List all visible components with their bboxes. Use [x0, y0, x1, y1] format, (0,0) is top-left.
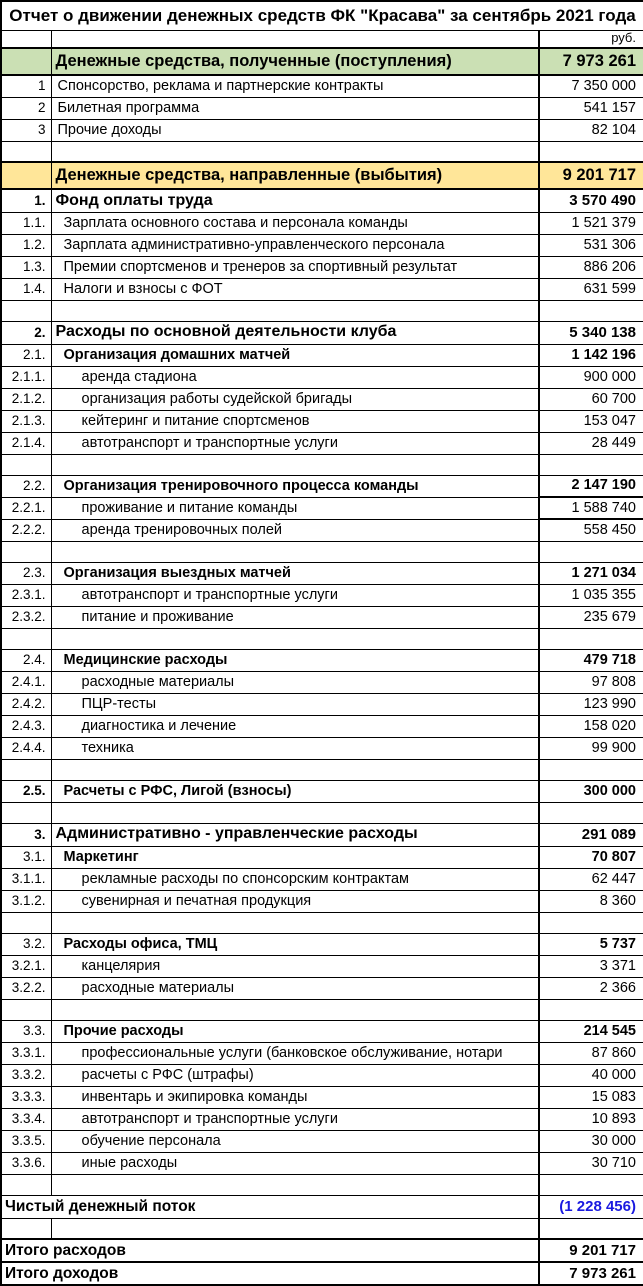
row-label-cell[interactable]: Прочие доходы	[51, 119, 539, 141]
row-value-cell[interactable]: 7 973 261	[539, 48, 643, 75]
row-label-cell[interactable]: инвентарь и экипировка команды	[51, 1086, 539, 1108]
row-value-cell[interactable]: 900 000	[539, 366, 643, 388]
row-value-cell[interactable]: 15 083	[539, 1086, 643, 1108]
row-label-cell[interactable]	[51, 912, 539, 933]
table-row	[1, 497, 643, 519]
row-label-cell[interactable]: Чистый денежный поток	[1, 1195, 539, 1218]
row-value-cell[interactable]	[539, 300, 643, 321]
table-row	[1, 454, 643, 475]
table-row	[1, 933, 643, 955]
row-number-cell[interactable]: 2.2.	[1, 475, 51, 497]
row-value-cell[interactable]: 2 366	[539, 977, 643, 999]
row-number-cell[interactable]: 3.2.1.	[1, 955, 51, 977]
row-number-cell[interactable]: 2.	[1, 321, 51, 344]
row-label-cell[interactable]: аренда тренировочных полей	[51, 519, 539, 541]
table-row	[1, 1195, 643, 1218]
table-row	[1, 999, 643, 1020]
row-value-cell[interactable]: 300 000	[539, 780, 643, 802]
row-number-cell[interactable]: 1.3.	[1, 256, 51, 278]
row-value-cell[interactable]: 291 089	[539, 823, 643, 846]
row-value-cell[interactable]: 5 737	[539, 933, 643, 955]
row-label-cell[interactable]: профессиональные услуги (банковское обслуживание, нотари	[51, 1042, 539, 1064]
row-value-cell[interactable]: 541 157	[539, 97, 643, 119]
row-number-cell[interactable]: 2.2.2.	[1, 519, 51, 541]
row-label-cell[interactable]	[51, 300, 539, 321]
table-row	[1, 410, 643, 432]
table-row	[1, 432, 643, 454]
row-value-cell[interactable]: 1 142 196	[539, 344, 643, 366]
row-value-cell[interactable]: 479 718	[539, 649, 643, 671]
row-number-cell[interactable]: 3.3.6.	[1, 1152, 51, 1174]
row-number-cell[interactable]: 2.1.	[1, 344, 51, 366]
row-number-cell[interactable]: 2.3.	[1, 562, 51, 584]
row-number-cell[interactable]: 2.4.4.	[1, 737, 51, 759]
row-label-cell[interactable]: Итого расходов	[1, 1239, 539, 1262]
row-label-cell[interactable]	[51, 1218, 539, 1239]
row-number-cell[interactable]	[1, 48, 51, 75]
row-number-cell[interactable]: 3.1.	[1, 846, 51, 868]
row-value-cell[interactable]: 531 306	[539, 234, 643, 256]
row-number-cell[interactable]: 2.4.2.	[1, 693, 51, 715]
row-number-cell[interactable]: 3.	[1, 823, 51, 846]
table-row	[1, 1152, 643, 1174]
row-number-cell[interactable]: 3.3.3.	[1, 1086, 51, 1108]
row-number-cell[interactable]	[1, 628, 51, 649]
table-row	[1, 1130, 643, 1152]
row-number-cell[interactable]: 3.3.5.	[1, 1130, 51, 1152]
table-row	[1, 189, 643, 212]
row-value-cell[interactable]: 99 900	[539, 737, 643, 759]
row-label-cell[interactable]	[51, 541, 539, 562]
table-row	[1, 278, 643, 300]
row-value-cell[interactable]: 28 449	[539, 432, 643, 454]
table-row	[1, 344, 643, 366]
row-number-cell[interactable]: 1	[1, 75, 51, 97]
row-label-cell[interactable]	[51, 759, 539, 780]
row-value-cell[interactable]	[539, 454, 643, 475]
row-label-cell[interactable]: Организация выездных матчей	[51, 562, 539, 584]
row-value-cell[interactable]: 123 990	[539, 693, 643, 715]
row-value-cell[interactable]	[539, 912, 643, 933]
row-value-cell[interactable]: 87 860	[539, 1042, 643, 1064]
row-number-cell[interactable]	[1, 999, 51, 1020]
row-value-cell[interactable]: 30 710	[539, 1152, 643, 1174]
row-number-cell[interactable]: 1.2.	[1, 234, 51, 256]
row-label-cell[interactable]: обучение персонала	[51, 1130, 539, 1152]
row-number-cell[interactable]: 3.3.2.	[1, 1064, 51, 1086]
row-value-cell[interactable]: 2 147 190	[539, 475, 643, 497]
row-value-cell[interactable]: руб.	[539, 30, 643, 48]
row-label-cell[interactable]: канцелярия	[51, 955, 539, 977]
row-number-cell[interactable]: 2.1.2.	[1, 388, 51, 410]
table-row	[1, 802, 643, 823]
row-label-cell[interactable]: автотранспорт и транспортные услуги	[51, 1108, 539, 1130]
row-label-cell[interactable]: Расчеты с РФС, Лигой (взносы)	[51, 780, 539, 802]
row-value-cell[interactable]	[539, 759, 643, 780]
table-row	[1, 475, 643, 497]
row-value-cell[interactable]: 7 350 000	[539, 75, 643, 97]
table-row	[1, 977, 643, 999]
row-value-cell[interactable]: 3 371	[539, 955, 643, 977]
row-label-cell[interactable]: Налоги и взносы с ФОТ	[51, 278, 539, 300]
row-label-cell[interactable]: сувенирная и печатная продукция	[51, 890, 539, 912]
row-label-cell[interactable]	[51, 454, 539, 475]
row-number-cell[interactable]: 2.1.3.	[1, 410, 51, 432]
row-label-cell[interactable]: Прочие расходы	[51, 1020, 539, 1042]
row-number-cell[interactable]	[1, 30, 51, 48]
row-label-cell[interactable]: Спонсорство, реклама и партнерские контракты	[51, 75, 539, 97]
table-row	[1, 1086, 643, 1108]
row-value-cell[interactable]: 40 000	[539, 1064, 643, 1086]
row-label-cell[interactable]: Премии спортсменов и тренеров за спортивный результат	[51, 256, 539, 278]
row-label-cell[interactable]	[51, 141, 539, 162]
row-value-cell[interactable]: 9 201 717	[539, 1239, 643, 1262]
table-row	[1, 519, 643, 541]
row-label-cell[interactable]: Административно - управленческие расходы	[51, 823, 539, 846]
row-label-cell[interactable]: иные расходы	[51, 1152, 539, 1174]
row-label-cell[interactable]: диагностика и лечение	[51, 715, 539, 737]
row-value-cell[interactable]: 558 450	[539, 519, 643, 541]
table-row	[1, 912, 643, 933]
row-label-cell[interactable]: Расходы офиса, ТМЦ	[51, 933, 539, 955]
row-number-cell[interactable]: 2.4.3.	[1, 715, 51, 737]
row-value-cell[interactable]: 9 201 717	[539, 162, 643, 189]
row-value-cell[interactable]	[539, 999, 643, 1020]
row-value-cell[interactable]: 1 035 355	[539, 584, 643, 606]
row-label-cell[interactable]: Организация домашних матчей	[51, 344, 539, 366]
row-label-cell[interactable]: Денежные средства, направленные (выбытия)	[51, 162, 539, 189]
table-row	[1, 628, 643, 649]
row-label-cell[interactable]: Билетная программа	[51, 97, 539, 119]
row-value-cell[interactable]	[539, 1218, 643, 1239]
row-value-cell[interactable]: 30 000	[539, 1130, 643, 1152]
row-label-cell[interactable]: Расходы по основной деятельности клуба	[51, 321, 539, 344]
row-label-cell[interactable]	[51, 999, 539, 1020]
row-number-cell[interactable]	[1, 541, 51, 562]
row-number-cell[interactable]: 3	[1, 119, 51, 141]
table-row	[1, 1174, 643, 1195]
row-value-cell[interactable]: 214 545	[539, 1020, 643, 1042]
row-number-cell[interactable]: 2.5.	[1, 780, 51, 802]
row-value-cell[interactable]: 235 679	[539, 606, 643, 628]
row-label-cell[interactable]: Организация тренировочного процесса команды	[51, 475, 539, 497]
table-row	[1, 823, 643, 846]
row-label-cell[interactable]: Зарплата административно-управленческого персонала	[51, 234, 539, 256]
row-label-cell[interactable]: аренда стадиона	[51, 366, 539, 388]
row-number-cell[interactable]: 3.3.4.	[1, 1108, 51, 1130]
row-number-cell[interactable]	[1, 1174, 51, 1195]
row-label-cell[interactable]: питание и проживание	[51, 606, 539, 628]
row-number-cell[interactable]	[1, 1218, 51, 1239]
row-number-cell[interactable]	[1, 162, 51, 189]
row-value-cell[interactable]: 1 271 034	[539, 562, 643, 584]
row-label-cell[interactable]: автотранспорт и транспортные услуги	[51, 432, 539, 454]
table-row	[1, 737, 643, 759]
row-label-cell[interactable]: ПЦР-тесты	[51, 693, 539, 715]
row-value-cell[interactable]: 5 340 138	[539, 321, 643, 344]
table-row	[1, 300, 643, 321]
table-row	[1, 162, 643, 189]
row-label-cell[interactable]: проживание и питание команды	[51, 497, 539, 519]
table-row	[1, 141, 643, 162]
table-row	[1, 649, 643, 671]
row-label-cell[interactable]: техника	[51, 737, 539, 759]
row-label-cell[interactable]: расчеты с РФС (штрафы)	[51, 1064, 539, 1086]
table-row	[1, 671, 643, 693]
table-row	[1, 541, 643, 562]
table-row	[1, 1262, 643, 1285]
table-row	[1, 693, 643, 715]
row-value-cell[interactable]: 82 104	[539, 119, 643, 141]
row-value-cell[interactable]: 7 973 261	[539, 1262, 643, 1285]
row-value-cell[interactable]: 8 360	[539, 890, 643, 912]
row-number-cell[interactable]: 2.2.1.	[1, 497, 51, 519]
row-number-cell[interactable]: 3.2.2.	[1, 977, 51, 999]
table-row	[1, 1020, 643, 1042]
table-row	[1, 955, 643, 977]
row-number-cell[interactable]	[1, 300, 51, 321]
row-number-cell[interactable]: 2.1.4.	[1, 432, 51, 454]
table-row	[1, 1239, 643, 1262]
table-row	[1, 780, 643, 802]
table-row	[1, 606, 643, 628]
row-number-cell[interactable]: 3.2.	[1, 933, 51, 955]
row-value-cell[interactable]	[539, 628, 643, 649]
table-row	[1, 30, 643, 48]
row-value-cell[interactable]: (1 228 456)	[539, 1195, 643, 1218]
table-row	[1, 846, 643, 868]
table-row	[1, 868, 643, 890]
row-value-cell[interactable]: 3 570 490	[539, 189, 643, 212]
table-row	[1, 48, 643, 75]
row-number-cell[interactable]: 2.3.2.	[1, 606, 51, 628]
table-row	[1, 75, 643, 97]
row-label-cell[interactable]: автотранспорт и транспортные услуги	[51, 584, 539, 606]
row-number-cell[interactable]: 1.1.	[1, 212, 51, 234]
row-number-cell[interactable]: 2.1.1.	[1, 366, 51, 388]
row-value-cell[interactable]: 153 047	[539, 410, 643, 432]
row-value-cell[interactable]	[539, 802, 643, 823]
row-label-cell[interactable]: организация работы судейской бригады	[51, 388, 539, 410]
active-cell[interactable]: 1 588 740	[539, 497, 643, 519]
table-row	[1, 212, 643, 234]
row-number-cell[interactable]: 2.3.1.	[1, 584, 51, 606]
row-label-cell[interactable]: кейтеринг и питание спортсменов	[51, 410, 539, 432]
row-number-cell[interactable]: 3.1.2.	[1, 890, 51, 912]
row-value-cell[interactable]: 1 521 379	[539, 212, 643, 234]
row-label-cell[interactable]: Денежные средства, полученные (поступления)	[51, 48, 539, 75]
row-value-cell[interactable]: 97 808	[539, 671, 643, 693]
row-value-cell[interactable]	[539, 541, 643, 562]
row-label-cell[interactable]: расходные материалы	[51, 977, 539, 999]
row-number-cell[interactable]	[1, 454, 51, 475]
row-value-cell[interactable]: 62 447	[539, 868, 643, 890]
table-row	[1, 1042, 643, 1064]
report-title-row	[1, 1, 643, 30]
table-row	[1, 562, 643, 584]
row-number-cell[interactable]: 3.1.1.	[1, 868, 51, 890]
row-value-cell[interactable]: 60 700	[539, 388, 643, 410]
row-label-cell[interactable]	[51, 802, 539, 823]
table-row	[1, 584, 643, 606]
row-number-cell[interactable]: 2.4.	[1, 649, 51, 671]
row-number-cell[interactable]	[1, 759, 51, 780]
row-number-cell[interactable]: 2.4.1.	[1, 671, 51, 693]
table-row	[1, 256, 643, 278]
row-value-cell[interactable]: 158 020	[539, 715, 643, 737]
row-label-cell[interactable]: расходные материалы	[51, 671, 539, 693]
row-number-cell[interactable]	[1, 141, 51, 162]
table-row	[1, 759, 643, 780]
table-row	[1, 321, 643, 344]
row-number-cell[interactable]	[1, 802, 51, 823]
row-number-cell[interactable]: 3.3.1.	[1, 1042, 51, 1064]
row-number-cell[interactable]: 1.4.	[1, 278, 51, 300]
row-number-cell[interactable]: 2	[1, 97, 51, 119]
row-label-cell[interactable]	[51, 628, 539, 649]
row-number-cell[interactable]: 1.	[1, 189, 51, 212]
table-row	[1, 715, 643, 737]
table-row	[1, 97, 643, 119]
row-number-cell[interactable]	[1, 912, 51, 933]
row-value-cell[interactable]	[539, 1174, 643, 1195]
row-label-cell[interactable]: Маркетинг	[51, 846, 539, 868]
row-label-cell[interactable]: рекламные расходы по спонсорским контрактам	[51, 868, 539, 890]
row-label-cell[interactable]: Медицинские расходы	[51, 649, 539, 671]
report-table-body	[1, 1, 643, 1285]
row-label-cell[interactable]: Итого доходов	[1, 1262, 539, 1285]
table-row	[1, 366, 643, 388]
table-row	[1, 388, 643, 410]
table-row	[1, 234, 643, 256]
row-label-cell[interactable]: Зарплата основного состава и персонала команды	[51, 212, 539, 234]
row-value-cell[interactable]	[539, 141, 643, 162]
table-row	[1, 119, 643, 141]
table-row	[1, 1108, 643, 1130]
table-row	[1, 1064, 643, 1086]
row-label-cell[interactable]	[51, 1174, 539, 1195]
row-value-cell[interactable]: 631 599	[539, 278, 643, 300]
row-value-cell[interactable]: 70 807	[539, 846, 643, 868]
row-value-cell[interactable]: 886 206	[539, 256, 643, 278]
table-row	[1, 1218, 643, 1239]
row-label-cell[interactable]: Фонд оплаты труда	[51, 189, 539, 212]
table-row	[1, 890, 643, 912]
row-number-cell[interactable]: 3.3.	[1, 1020, 51, 1042]
row-label-cell[interactable]	[51, 30, 539, 48]
row-value-cell[interactable]: 10 893	[539, 1108, 643, 1130]
page-title: Отчет о движении денежных средств ФК "Красава" за сентябрь 2021 года	[1, 1, 643, 30]
